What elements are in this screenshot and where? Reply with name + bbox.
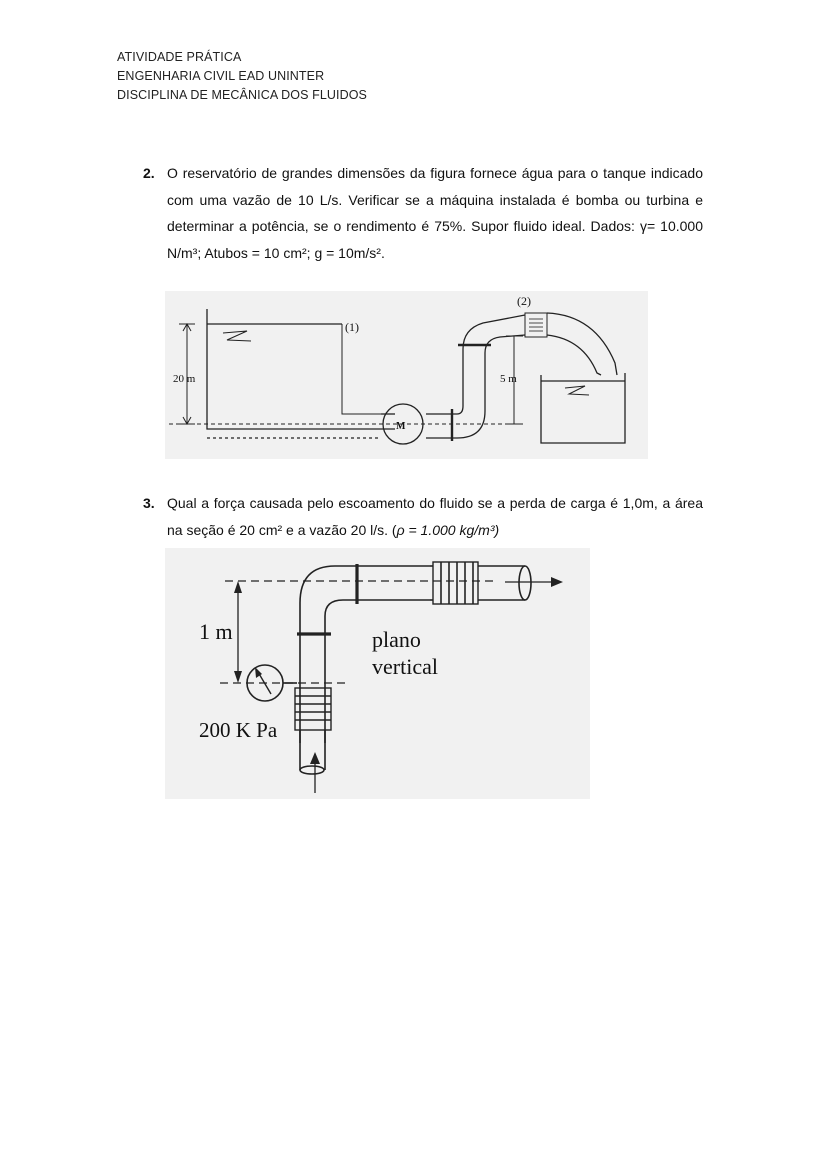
- header-course: ENGENHARIA CIVIL EAD UNINTER: [117, 69, 325, 83]
- figure-reservoir-system: [165, 291, 648, 459]
- figure-elbow-pipe: [165, 548, 590, 799]
- question-3: [143, 490, 703, 543]
- page-header: [117, 48, 367, 105]
- label-plano: plano: [372, 627, 421, 652]
- label-machine: M: [396, 421, 406, 432]
- water-surface-symbol: [223, 331, 251, 341]
- question-text-main: Qual a força causada pelo escoamento do fluido se a perda de carga é 1,0m, a área na seção é 20 cm² e a vazão 20 l/s. (: [167, 495, 703, 538]
- header-activity: ATIVIDADE PRÁTICA: [117, 50, 242, 64]
- reservoir-diagram: [165, 291, 648, 459]
- label-vertical: vertical: [372, 654, 438, 679]
- header-discipline: DISCIPLINA DE MECÂNICA DOS FLUIDOS: [117, 88, 367, 102]
- question-text: [167, 490, 703, 543]
- tank-wall: [541, 373, 625, 443]
- elbow-pipe-diagram: [165, 548, 590, 799]
- label-height-1m: 1 m: [199, 619, 233, 644]
- label-height-5m: 5 m: [500, 373, 517, 385]
- question-number: 2.: [143, 165, 155, 181]
- question-text: O reservatório de grandes dimensões da figura fornece água para o tanque indicado com uma vazão de 10 L/s. Verificar se a máquina instalada é bomba ou turbina e determinar a potência, se o rendimento é 75%. Supor fluido ideal. Dados: γ= 10.000 N/m³; Atubos = 10 cm²; g = 10m/s².: [167, 165, 703, 261]
- label-height-20m: 20 m: [173, 373, 196, 385]
- density-note: ρ = 1.000 kg/m³): [396, 521, 500, 538]
- label-pressure: 200 K Pa: [199, 718, 278, 742]
- label-point-2: (2): [517, 294, 531, 308]
- label-point-1: (1): [345, 320, 359, 334]
- question-number: 3.: [143, 495, 155, 511]
- question-2: [143, 160, 703, 266]
- reservoir-wall: [207, 309, 395, 429]
